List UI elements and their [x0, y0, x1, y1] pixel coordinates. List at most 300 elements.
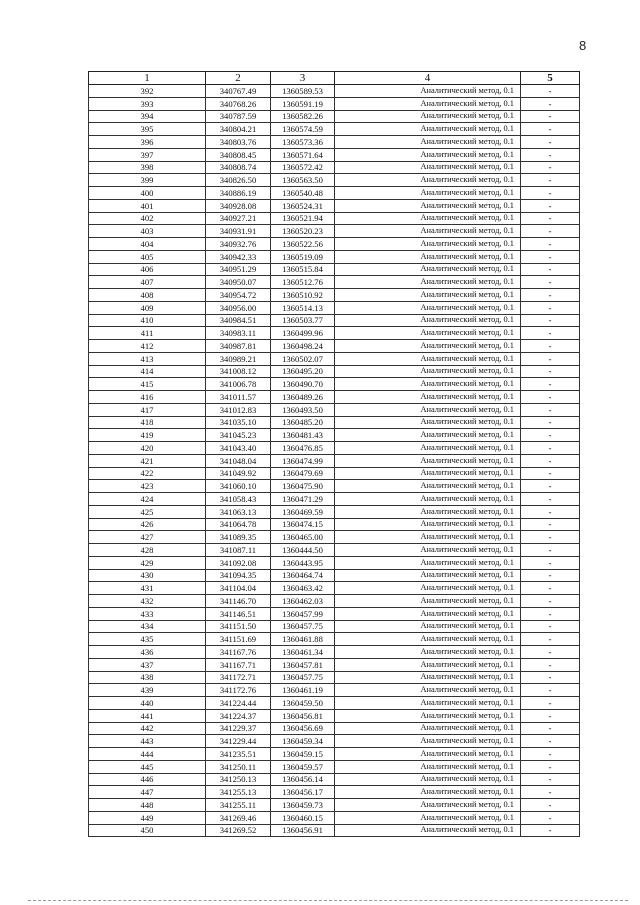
method-cell: Аналитический метод, 0.1 — [335, 148, 521, 161]
point-number-cell: 412 — [89, 340, 206, 353]
point-number-cell: 436 — [89, 646, 206, 659]
point-number-cell: 394 — [89, 110, 206, 123]
y-coordinate-cell: 1360479.69 — [271, 467, 335, 480]
y-coordinate-cell: 1360474.15 — [271, 518, 335, 531]
description-cell: - — [521, 556, 580, 569]
x-coordinate-cell: 340803.76 — [206, 136, 271, 149]
table-row — [89, 811, 580, 824]
x-coordinate-cell: 340928.08 — [206, 199, 271, 212]
y-coordinate-cell: 1360463.42 — [271, 582, 335, 595]
y-coordinate-cell: 1360502.07 — [271, 352, 335, 365]
method-cell: Аналитический метод, 0.1 — [335, 174, 521, 187]
y-coordinate-cell: 1360489.26 — [271, 391, 335, 404]
y-coordinate-cell: 1360461.19 — [271, 684, 335, 697]
table-row — [89, 289, 580, 302]
x-coordinate-cell: 341146.51 — [206, 607, 271, 620]
description-cell: - — [521, 493, 580, 506]
x-coordinate-cell: 341172.71 — [206, 671, 271, 684]
y-coordinate-cell: 1360522.56 — [271, 238, 335, 251]
description-cell: - — [521, 391, 580, 404]
x-coordinate-cell: 340787.59 — [206, 110, 271, 123]
x-coordinate-cell: 341063.13 — [206, 505, 271, 518]
column-header-x: 2 — [206, 72, 271, 85]
method-cell: Аналитический метод, 0.1 — [335, 199, 521, 212]
point-number-cell: 424 — [89, 493, 206, 506]
method-cell: Аналитический метод, 0.1 — [335, 391, 521, 404]
y-coordinate-cell: 1360515.84 — [271, 263, 335, 276]
y-coordinate-cell: 1360459.15 — [271, 748, 335, 761]
table-row — [89, 595, 580, 608]
table-row — [89, 467, 580, 480]
method-cell: Аналитический метод, 0.1 — [335, 238, 521, 251]
description-cell: - — [521, 225, 580, 238]
y-coordinate-cell: 1360571.64 — [271, 148, 335, 161]
table-row — [89, 225, 580, 238]
table-row — [89, 365, 580, 378]
y-coordinate-cell: 1360457.99 — [271, 607, 335, 620]
point-number-cell: 426 — [89, 518, 206, 531]
y-coordinate-cell: 1360520.23 — [271, 225, 335, 238]
method-cell: Аналитический метод, 0.1 — [335, 633, 521, 646]
table-row — [89, 531, 580, 544]
table-row — [89, 799, 580, 812]
y-coordinate-cell: 1360457.81 — [271, 658, 335, 671]
table-row — [89, 620, 580, 633]
description-cell: - — [521, 416, 580, 429]
method-cell: Аналитический метод, 0.1 — [335, 212, 521, 225]
y-coordinate-cell: 1360469.59 — [271, 505, 335, 518]
x-coordinate-cell: 341089.35 — [206, 531, 271, 544]
table-row — [89, 85, 580, 98]
x-coordinate-cell: 341229.37 — [206, 722, 271, 735]
description-cell: - — [521, 735, 580, 748]
point-number-cell: 434 — [89, 620, 206, 633]
table-row — [89, 697, 580, 710]
description-cell: - — [521, 174, 580, 187]
page-number: 8 — [579, 38, 587, 53]
column-header-method: 4 — [335, 72, 521, 85]
table-row — [89, 544, 580, 557]
table-row — [89, 454, 580, 467]
y-coordinate-cell: 1360456.91 — [271, 824, 335, 837]
x-coordinate-cell: 341058.43 — [206, 493, 271, 506]
table-row — [89, 773, 580, 786]
method-cell: Аналитический метод, 0.1 — [335, 748, 521, 761]
description-cell: - — [521, 378, 580, 391]
point-number-cell: 449 — [89, 811, 206, 824]
method-cell: Аналитический метод, 0.1 — [335, 684, 521, 697]
y-coordinate-cell: 1360461.88 — [271, 633, 335, 646]
table-row — [89, 493, 580, 506]
method-cell: Аналитический метод, 0.1 — [335, 467, 521, 480]
x-coordinate-cell: 340950.07 — [206, 276, 271, 289]
y-coordinate-cell: 1360573.36 — [271, 136, 335, 149]
method-cell: Аналитический метод, 0.1 — [335, 110, 521, 123]
y-coordinate-cell: 1360465.00 — [271, 531, 335, 544]
description-cell: - — [521, 773, 580, 786]
point-number-cell: 404 — [89, 238, 206, 251]
description-cell: - — [521, 709, 580, 722]
table-row — [89, 569, 580, 582]
x-coordinate-cell: 340942.33 — [206, 250, 271, 263]
x-coordinate-cell: 341008.12 — [206, 365, 271, 378]
description-cell: - — [521, 263, 580, 276]
description-cell: - — [521, 199, 580, 212]
x-coordinate-cell: 340804.21 — [206, 123, 271, 136]
column-header-point-number: 1 — [89, 72, 206, 85]
x-coordinate-cell: 341269.46 — [206, 811, 271, 824]
method-cell: Аналитический метод, 0.1 — [335, 607, 521, 620]
table-row — [89, 301, 580, 314]
point-number-cell: 396 — [89, 136, 206, 149]
point-number-cell: 399 — [89, 174, 206, 187]
y-coordinate-cell: 1360510.92 — [271, 289, 335, 302]
point-number-cell: 442 — [89, 722, 206, 735]
point-number-cell: 392 — [89, 85, 206, 98]
description-cell: - — [521, 340, 580, 353]
method-cell: Аналитический метод, 0.1 — [335, 480, 521, 493]
point-number-cell: 410 — [89, 314, 206, 327]
point-number-cell: 445 — [89, 760, 206, 773]
x-coordinate-cell: 341167.71 — [206, 658, 271, 671]
description-cell: - — [521, 544, 580, 557]
method-cell: Аналитический метод, 0.1 — [335, 544, 521, 557]
description-cell: - — [521, 289, 580, 302]
x-coordinate-cell: 341094.35 — [206, 569, 271, 582]
page-bottom-scan-line — [28, 900, 628, 901]
table-row — [89, 709, 580, 722]
x-coordinate-cell: 340826.50 — [206, 174, 271, 187]
x-coordinate-cell: 340931.91 — [206, 225, 271, 238]
y-coordinate-cell: 1360444.50 — [271, 544, 335, 557]
method-cell: Аналитический метод, 0.1 — [335, 493, 521, 506]
point-number-cell: 428 — [89, 544, 206, 557]
description-cell: - — [521, 786, 580, 799]
point-number-cell: 431 — [89, 582, 206, 595]
y-coordinate-cell: 1360540.48 — [271, 187, 335, 200]
method-cell: Аналитический метод, 0.1 — [335, 760, 521, 773]
description-cell: - — [521, 212, 580, 225]
method-cell: Аналитический метод, 0.1 — [335, 811, 521, 824]
x-coordinate-cell: 341250.11 — [206, 760, 271, 773]
description-cell: - — [521, 327, 580, 340]
point-number-cell: 420 — [89, 442, 206, 455]
description-cell: - — [521, 620, 580, 633]
point-number-cell: 417 — [89, 403, 206, 416]
description-cell: - — [521, 467, 580, 480]
description-cell: - — [521, 161, 580, 174]
table-row — [89, 403, 580, 416]
x-coordinate-cell: 341064.78 — [206, 518, 271, 531]
y-coordinate-cell: 1360493.50 — [271, 403, 335, 416]
description-cell: - — [521, 442, 580, 455]
table-row — [89, 123, 580, 136]
y-coordinate-cell: 1360464.74 — [271, 569, 335, 582]
method-cell: Аналитический метод, 0.1 — [335, 709, 521, 722]
point-number-cell: 441 — [89, 709, 206, 722]
x-coordinate-cell: 341224.37 — [206, 709, 271, 722]
method-cell: Аналитический метод, 0.1 — [335, 531, 521, 544]
y-coordinate-cell: 1360475.90 — [271, 480, 335, 493]
method-cell: Аналитический метод, 0.1 — [335, 454, 521, 467]
table-row — [89, 148, 580, 161]
description-cell: - — [521, 238, 580, 251]
table-row — [89, 416, 580, 429]
x-coordinate-cell: 340983.11 — [206, 327, 271, 340]
point-number-cell: 446 — [89, 773, 206, 786]
method-cell: Аналитический метод, 0.1 — [335, 697, 521, 710]
description-cell: - — [521, 276, 580, 289]
y-coordinate-cell: 1360495.20 — [271, 365, 335, 378]
table-row — [89, 582, 580, 595]
description-cell: - — [521, 697, 580, 710]
description-cell: - — [521, 110, 580, 123]
description-cell: - — [521, 569, 580, 582]
description-cell: - — [521, 136, 580, 149]
description-cell: - — [521, 799, 580, 812]
description-cell: - — [521, 301, 580, 314]
point-number-cell: 447 — [89, 786, 206, 799]
method-cell: Аналитический метод, 0.1 — [335, 582, 521, 595]
method-cell: Аналитический метод, 0.1 — [335, 289, 521, 302]
x-coordinate-cell: 341255.11 — [206, 799, 271, 812]
x-coordinate-cell: 341255.13 — [206, 786, 271, 799]
y-coordinate-cell: 1360476.85 — [271, 442, 335, 455]
x-coordinate-cell: 341269.52 — [206, 824, 271, 837]
x-coordinate-cell: 341172.76 — [206, 684, 271, 697]
y-coordinate-cell: 1360460.15 — [271, 811, 335, 824]
description-cell: - — [521, 187, 580, 200]
table-row — [89, 442, 580, 455]
point-number-cell: 408 — [89, 289, 206, 302]
method-cell: Аналитический метод, 0.1 — [335, 301, 521, 314]
description-cell: - — [521, 352, 580, 365]
description-cell: - — [521, 480, 580, 493]
point-number-cell: 450 — [89, 824, 206, 837]
method-cell: Аналитический метод, 0.1 — [335, 786, 521, 799]
method-cell: Аналитический метод, 0.1 — [335, 824, 521, 837]
table-row — [89, 212, 580, 225]
table-row — [89, 429, 580, 442]
y-coordinate-cell: 1360574.59 — [271, 123, 335, 136]
point-number-cell: 411 — [89, 327, 206, 340]
x-coordinate-cell: 340989.21 — [206, 352, 271, 365]
point-number-cell: 413 — [89, 352, 206, 365]
y-coordinate-cell: 1360503.77 — [271, 314, 335, 327]
x-coordinate-cell: 341012.83 — [206, 403, 271, 416]
method-cell: Аналитический метод, 0.1 — [335, 136, 521, 149]
method-cell: Аналитический метод, 0.1 — [335, 378, 521, 391]
description-cell: - — [521, 684, 580, 697]
y-coordinate-cell: 1360498.24 — [271, 340, 335, 353]
x-coordinate-cell: 341151.50 — [206, 620, 271, 633]
table-row — [89, 327, 580, 340]
description-cell: - — [521, 148, 580, 161]
description-cell: - — [521, 671, 580, 684]
table-row — [89, 276, 580, 289]
method-cell: Аналитический метод, 0.1 — [335, 556, 521, 569]
point-number-cell: 437 — [89, 658, 206, 671]
method-cell: Аналитический метод, 0.1 — [335, 225, 521, 238]
description-cell: - — [521, 811, 580, 824]
point-number-cell: 395 — [89, 123, 206, 136]
x-coordinate-cell: 341104.04 — [206, 582, 271, 595]
x-coordinate-cell: 340984.51 — [206, 314, 271, 327]
table-row — [89, 238, 580, 251]
method-cell: Аналитический метод, 0.1 — [335, 97, 521, 110]
method-cell: Аналитический метод, 0.1 — [335, 85, 521, 98]
point-number-cell: 397 — [89, 148, 206, 161]
point-number-cell: 418 — [89, 416, 206, 429]
y-coordinate-cell: 1360512.76 — [271, 276, 335, 289]
point-number-cell: 419 — [89, 429, 206, 442]
x-coordinate-cell: 340987.81 — [206, 340, 271, 353]
x-coordinate-cell: 340956.00 — [206, 301, 271, 314]
y-coordinate-cell: 1360514.13 — [271, 301, 335, 314]
x-coordinate-cell: 341045.23 — [206, 429, 271, 442]
method-cell: Аналитический метод, 0.1 — [335, 442, 521, 455]
y-coordinate-cell: 1360481.43 — [271, 429, 335, 442]
description-cell: - — [521, 607, 580, 620]
method-cell: Аналитический метод, 0.1 — [335, 429, 521, 442]
x-coordinate-cell: 340954.72 — [206, 289, 271, 302]
y-coordinate-cell: 1360499.96 — [271, 327, 335, 340]
y-coordinate-cell: 1360474.99 — [271, 454, 335, 467]
method-cell: Аналитический метод, 0.1 — [335, 250, 521, 263]
x-coordinate-cell: 340768.26 — [206, 97, 271, 110]
point-number-cell: 432 — [89, 595, 206, 608]
method-cell: Аналитический метод, 0.1 — [335, 620, 521, 633]
table-row — [89, 735, 580, 748]
y-coordinate-cell: 1360443.95 — [271, 556, 335, 569]
method-cell: Аналитический метод, 0.1 — [335, 123, 521, 136]
method-cell: Аналитический метод, 0.1 — [335, 276, 521, 289]
description-cell: - — [521, 824, 580, 837]
description-cell: - — [521, 429, 580, 442]
column-header-description: 5 — [521, 72, 580, 85]
method-cell: Аналитический метод, 0.1 — [335, 161, 521, 174]
method-cell: Аналитический метод, 0.1 — [335, 569, 521, 582]
table-row — [89, 556, 580, 569]
x-coordinate-cell: 341006.78 — [206, 378, 271, 391]
description-cell: - — [521, 505, 580, 518]
method-cell: Аналитический метод, 0.1 — [335, 799, 521, 812]
method-cell: Аналитический метод, 0.1 — [335, 658, 521, 671]
table-row — [89, 786, 580, 799]
y-coordinate-cell: 1360457.75 — [271, 671, 335, 684]
table-row — [89, 646, 580, 659]
table-row — [89, 187, 580, 200]
table-row — [89, 110, 580, 123]
x-coordinate-cell: 340808.45 — [206, 148, 271, 161]
x-coordinate-cell: 341151.69 — [206, 633, 271, 646]
y-coordinate-cell: 1360519.09 — [271, 250, 335, 263]
method-cell: Аналитический метод, 0.1 — [335, 416, 521, 429]
y-coordinate-cell: 1360591.19 — [271, 97, 335, 110]
description-cell: - — [521, 97, 580, 110]
point-number-cell: 427 — [89, 531, 206, 544]
table-row — [89, 199, 580, 212]
x-coordinate-cell: 341250.13 — [206, 773, 271, 786]
x-coordinate-cell: 341224.44 — [206, 697, 271, 710]
method-cell: Аналитический метод, 0.1 — [335, 505, 521, 518]
method-cell: Аналитический метод, 0.1 — [335, 352, 521, 365]
point-number-cell: 448 — [89, 799, 206, 812]
point-number-cell: 416 — [89, 391, 206, 404]
point-number-cell: 398 — [89, 161, 206, 174]
y-coordinate-cell: 1360457.75 — [271, 620, 335, 633]
point-number-cell: 429 — [89, 556, 206, 569]
y-coordinate-cell: 1360459.34 — [271, 735, 335, 748]
y-coordinate-cell: 1360459.73 — [271, 799, 335, 812]
table-row — [89, 684, 580, 697]
description-cell: - — [521, 403, 580, 416]
table-row — [89, 250, 580, 263]
x-coordinate-cell: 340927.21 — [206, 212, 271, 225]
table-row — [89, 352, 580, 365]
point-number-cell: 400 — [89, 187, 206, 200]
method-cell: Аналитический метод, 0.1 — [335, 773, 521, 786]
x-coordinate-cell: 341011.57 — [206, 391, 271, 404]
x-coordinate-cell: 341035.10 — [206, 416, 271, 429]
table-row — [89, 748, 580, 761]
x-coordinate-cell: 341146.70 — [206, 595, 271, 608]
x-coordinate-cell: 341048.04 — [206, 454, 271, 467]
x-coordinate-cell: 340886.19 — [206, 187, 271, 200]
description-cell: - — [521, 85, 580, 98]
point-number-cell: 440 — [89, 697, 206, 710]
point-number-cell: 414 — [89, 365, 206, 378]
x-coordinate-cell: 341092.08 — [206, 556, 271, 569]
description-cell: - — [521, 633, 580, 646]
point-number-cell: 435 — [89, 633, 206, 646]
point-number-cell: 409 — [89, 301, 206, 314]
table-row — [89, 161, 580, 174]
y-coordinate-cell: 1360459.50 — [271, 697, 335, 710]
point-number-cell: 425 — [89, 505, 206, 518]
point-number-cell: 443 — [89, 735, 206, 748]
table-row — [89, 633, 580, 646]
y-coordinate-cell: 1360461.34 — [271, 646, 335, 659]
description-cell: - — [521, 454, 580, 467]
x-coordinate-cell: 341049.92 — [206, 467, 271, 480]
table-row — [89, 671, 580, 684]
method-cell: Аналитический метод, 0.1 — [335, 340, 521, 353]
point-number-cell: 403 — [89, 225, 206, 238]
y-coordinate-cell: 1360456.14 — [271, 773, 335, 786]
table-row — [89, 505, 580, 518]
point-number-cell: 415 — [89, 378, 206, 391]
table-row — [89, 263, 580, 276]
table-row — [89, 518, 580, 531]
method-cell: Аналитический метод, 0.1 — [335, 671, 521, 684]
method-cell: Аналитический метод, 0.1 — [335, 518, 521, 531]
table-row — [89, 722, 580, 735]
x-coordinate-cell: 340767.49 — [206, 85, 271, 98]
table-row — [89, 378, 580, 391]
point-number-cell: 433 — [89, 607, 206, 620]
x-coordinate-cell: 340932.76 — [206, 238, 271, 251]
point-number-cell: 423 — [89, 480, 206, 493]
point-number-cell: 406 — [89, 263, 206, 276]
table-row — [89, 658, 580, 671]
coordinates-table — [88, 71, 580, 837]
description-cell: - — [521, 760, 580, 773]
point-number-cell: 407 — [89, 276, 206, 289]
point-number-cell: 421 — [89, 454, 206, 467]
point-number-cell: 444 — [89, 748, 206, 761]
x-coordinate-cell: 341229.44 — [206, 735, 271, 748]
